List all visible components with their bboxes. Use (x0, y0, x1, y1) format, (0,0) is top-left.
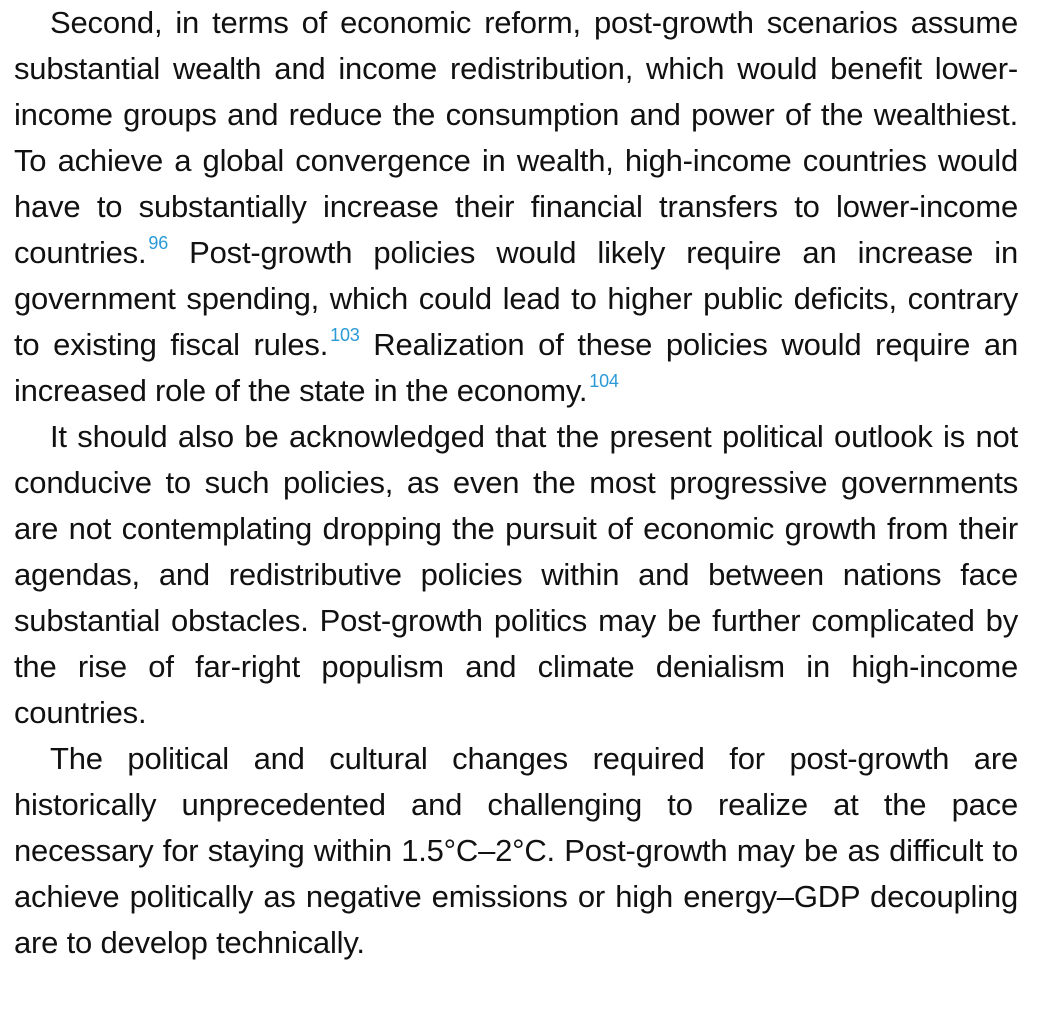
body-text: Post-growth policies would likely require an increase in government spending, which could lead to higher public deficits, contrary to existing fiscal rules. (14, 235, 1018, 362)
paragraph-economic-reform (14, 0, 1018, 414)
citation-link[interactable]: 103 (330, 325, 360, 345)
body-text: The political and cultural changes required for post-growth are historically unprecedented and challenging to realize at the pace necessary for staying within 1.5°C–2°C. Post-growth may be as difficult to achieve politically as negative emissions or high energy–GDP decoupling are to develop technically. (14, 741, 1018, 960)
citation-link[interactable]: 96 (148, 233, 169, 253)
citation-link[interactable]: 104 (589, 371, 619, 391)
paragraph-cultural-changes (14, 736, 1018, 966)
article-body (14, 0, 1018, 966)
paragraph-political-outlook (14, 414, 1018, 736)
body-text: Second, in terms of economic reform, post-growth scenarios assume substantial wealth and income redistribution, which would benefit lower-income groups and reduce the consumption and power of the wealthiest. To achieve a global convergence in wealth, high-income countries would have to substantially increase their financial transfers to lower-income countries. (14, 5, 1018, 270)
body-text: It should also be acknowledged that the present political outlook is not conducive to such policies, as even the most progressive governments are not contemplating dropping the pursuit of economic growth from their agendas, and redistributive policies within and between nations face substantial obstacles. Post-growth politics may be further complicated by the rise of far-right populism and climate denialism in high-income countries. (14, 419, 1018, 730)
body-text: Realization of these policies would require an increased role of the state in the economy. (14, 327, 1018, 408)
